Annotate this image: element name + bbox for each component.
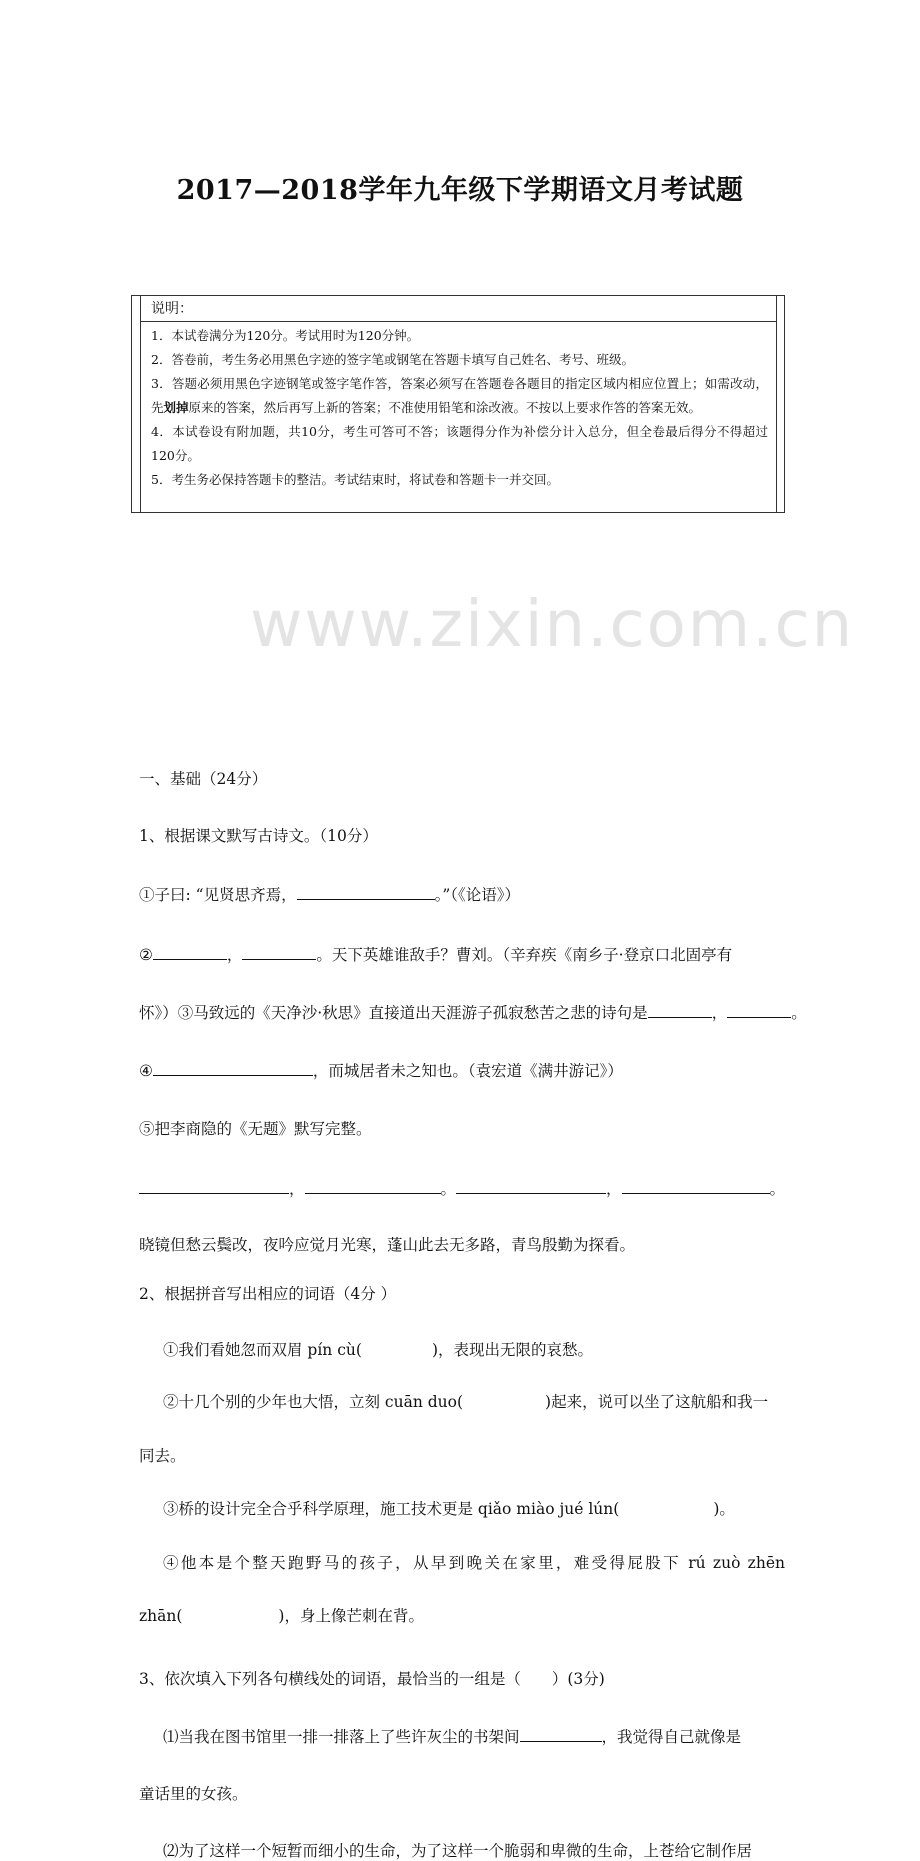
q1-d-sep: ， xyxy=(606,1180,622,1198)
answer-blank[interactable] xyxy=(242,944,316,961)
q2-1-text: ①我们看她忽而双眉 pín cù( xyxy=(163,1341,362,1359)
instructions-box xyxy=(131,295,785,513)
page-title: 2017—2018学年九年级下学期语文月考试题 xyxy=(176,175,744,206)
q1-item-d: ⑤把李商隐的《无题》默写完整。 xyxy=(139,1120,372,1138)
answer-blank[interactable] xyxy=(297,884,435,901)
answer-blank[interactable] xyxy=(153,944,227,961)
answer-blank[interactable] xyxy=(520,1726,602,1743)
q2-3-text-end: )。 xyxy=(713,1500,735,1518)
q2-2-text-end: )起来，说可以坐了这航船和我一 xyxy=(545,1393,769,1411)
q1-b2-end: 。 xyxy=(791,1004,807,1022)
q2-1-text-end: )，表现出无限的哀愁。 xyxy=(431,1341,593,1359)
q1-b-mark: ② xyxy=(139,946,153,964)
answer-blank[interactable] xyxy=(153,1060,313,1077)
instruction-item-5: 5．考生务必保持答题卡的整洁。考试结束时，将试卷和答题卡一并交回。 xyxy=(151,472,559,487)
q1-item-a xyxy=(139,883,839,905)
q1-item-d-blanks xyxy=(139,1177,839,1199)
q1-d-sep: 。 xyxy=(440,1180,457,1198)
box-border-line xyxy=(776,296,777,512)
q3-1-text: ⑴当我在图书馆里一排一排落上了些许灰尘的书架间 xyxy=(163,1728,520,1746)
instruction-item-3 xyxy=(151,372,768,420)
q1-a-source: 。”（《论语》） xyxy=(434,886,521,904)
instructions-heading: 说明： xyxy=(140,296,776,322)
q2-stem: 2、根据拼音写出相应的词语（4分 ） xyxy=(139,1285,397,1303)
q3-sentence-2: ⑵为了这样一个短暂而细小的生命，为了这样一个脆弱和卑微的生命，上苍给它制作居 xyxy=(163,1842,753,1860)
q1-c-text: ，而城居者未之知也。（袁宏道《满井游记》） xyxy=(312,1062,623,1080)
q1-b2-sep: ， xyxy=(711,1004,728,1022)
q2-2-text: ②十几个别的少年也大悟，立刻 cuān duo( xyxy=(163,1393,464,1411)
instruction-item-2: 2．答卷前，考生务必用黑色字迹的签字笔或钢笔在答题卡填写自己姓名、考号、班级。 xyxy=(151,352,634,367)
answer-blank[interactable] xyxy=(648,1002,712,1019)
q1-d-end: 。 xyxy=(769,1180,786,1198)
answer-blank[interactable] xyxy=(622,1178,770,1195)
answer-blank[interactable] xyxy=(727,1002,791,1019)
instruction-item-3-a: 3．答题必须用黑色字迹钢笔或签字笔作答，答案必须写在答题卷各题目的指定区域内相应位置上；如需改动，先 xyxy=(151,376,768,415)
q2-item-2 xyxy=(163,1390,863,1412)
instruction-item-3-b: 原来的答案，然后再写上新的答案；不准使用铅笔和涂改液。不按以上要求作答的答案无效。 xyxy=(188,400,702,415)
answer-blank[interactable] xyxy=(305,1178,441,1195)
watermark: www.zixin.com.cn xyxy=(250,588,855,662)
q2-4-text: zhān( xyxy=(139,1607,183,1625)
q2-item-4-cont xyxy=(139,1604,839,1626)
section-heading: 一、基础（24分） xyxy=(139,770,268,788)
q2-4-text-end: )，身上像芒刺在背。 xyxy=(278,1607,424,1625)
q1-c-mark: ④ xyxy=(139,1062,153,1080)
q1-item-c xyxy=(139,1059,839,1081)
q2-item-1 xyxy=(163,1338,863,1360)
q1-item-b xyxy=(139,943,839,965)
q3-1-text-end: ，我觉得自己就像是 xyxy=(601,1728,742,1746)
q1-b-text: 。天下英雄谁敌手？曹刘。（辛弃疾《南乡子·登京口北固亭有 xyxy=(316,946,733,964)
instruction-item-1: 1．本试卷满分为120分。考试用时为120分钟。 xyxy=(151,328,420,343)
q2-item-2-cont: 同去。 xyxy=(139,1447,186,1465)
instruction-item-4: 4．本试卷设有附加题，共10分，考生可答可不答；该题得分作为补偿分计入总分，但全卷最后得分不得超过120分。 xyxy=(151,424,768,463)
instructions-body xyxy=(140,322,776,512)
q3-sentence-1-cont: 童话里的女孩。 xyxy=(139,1785,248,1803)
q1-d-sep: ， xyxy=(289,1180,305,1198)
q1-a-text: ①子曰: “见贤思齐焉， xyxy=(139,886,297,904)
q3-sentence-1 xyxy=(163,1725,863,1747)
q3-stem: 3、依次填入下列各句横线处的词语，最恰当的一组是（ ）(3分) xyxy=(139,1670,605,1688)
answer-blank[interactable] xyxy=(456,1178,606,1195)
q2-item-3 xyxy=(163,1497,863,1519)
q1-stem: 1、根据课文默写古诗文。（10分） xyxy=(139,827,378,845)
instruction-item-3-bold: 划掉 xyxy=(163,400,189,415)
q1-b-sep: ， xyxy=(226,946,243,964)
q1-item-e: 晓镜但愁云鬓改，夜吟应觉月光寒，蓬山此去无多路，青鸟殷勤为探看。 xyxy=(139,1236,636,1254)
q1-b2-text: 怀》）③马致远的《天净沙·秋思》直接道出天涯游子孤寂愁苦之悲的诗句是 xyxy=(139,1004,648,1022)
q2-item-4: ④他本是个整天跑野马的孩子，从早到晚关在家里，难受得屁股下 rú zuò zhēn xyxy=(163,1554,785,1572)
answer-blank[interactable] xyxy=(139,1178,289,1195)
q2-3-text: ③桥的设计完全合乎科学原理，施工技术更是 qiǎo miào jué lún( xyxy=(163,1500,620,1518)
q1-item-b2 xyxy=(139,1001,839,1023)
